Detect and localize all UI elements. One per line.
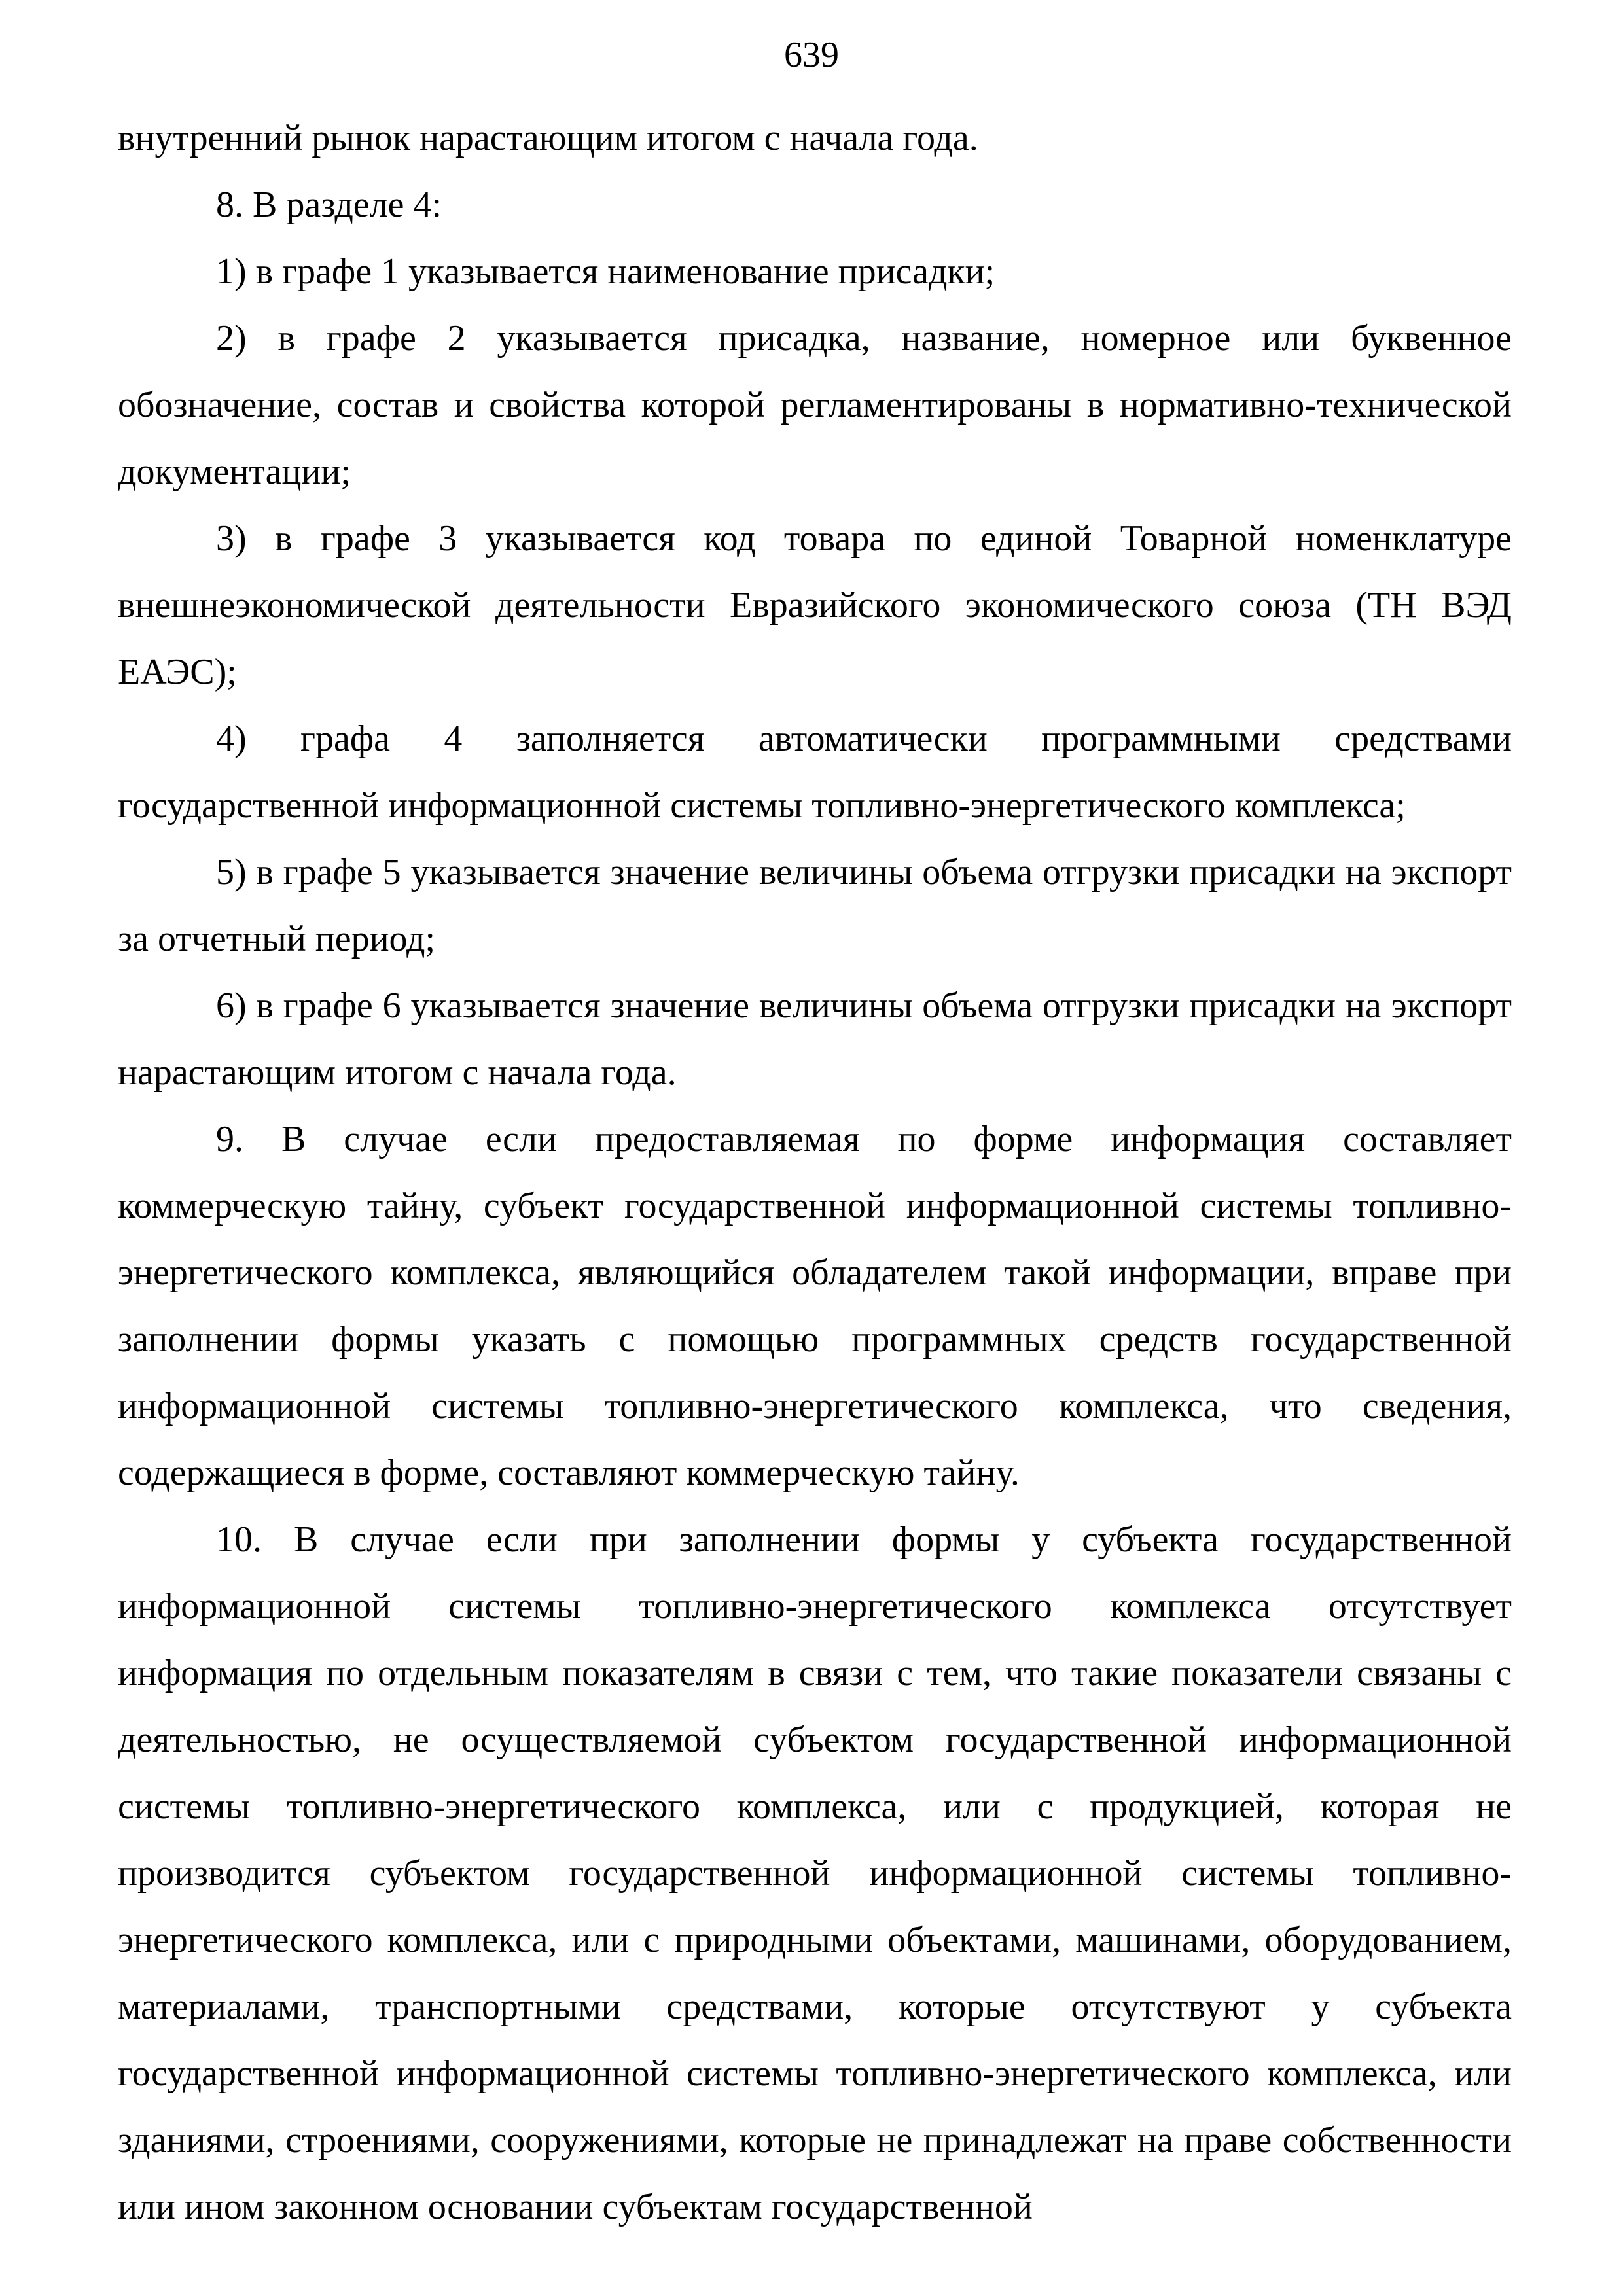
paragraph-item-3: 3) в графе 3 указывается код товара по единой Товарной номенклатуре внешнеэкономической деятельности Евразийского экономического союза (ТН ВЭД ЕАЭС);: [118, 518, 1512, 692]
paragraph-item-4: 4) графа 4 заполняется автоматически программными средствами государственной информационной системы топливно-энергетического комплекса;: [118, 718, 1512, 826]
paragraph-10: 10. В случае если при заполнении формы у субъекта государственной информационной системы топливно-энергетического комплекса отсутствует информация по отдельным показателям в связи с тем, что такие показатели связаны с деятельностью, не осуществляемой субъектом государственной информационной системы топливно-энергетического комплекса, или с продукцией, которая не производится субъектом государственной информационной системы топливно-энергетического комплекса, или с природными объектами, машинами, оборудованием, материалами, транспортными средствами, которые отсутствуют у субъекта государственной информационной системы топливно-энергетического комплекса, или зданиями, строениями, сооружениями, которые не принадлежат на праве собственности или ином законном основании субъектам государственной: [118, 1519, 1512, 2227]
paragraph-item-6: 6) в графе 6 указывается значение величины объема отгрузки присадки на экспорт нарастающим итогом с начала года.: [118, 985, 1512, 1093]
paragraph-item-1: 1) в графе 1 указывается наименование присадки;: [216, 251, 995, 292]
paragraph-9: 9. В случае если предоставляемая по форме информация составляет коммерческую тайну, субъект государственной информационной системы топливно-энергетического комплекса, являющийся обладателем такой информации, вправе при заполнении формы указать с помощью программных средств государственной информационной системы топливно-энергетического комплекса, что сведения, содержащиеся в форме, составляют коммерческую тайну.: [118, 1119, 1512, 1493]
paragraph-item-5: 5) в графе 5 указывается значение величины объема отгрузки присадки на экспорт за отчетный период;: [118, 852, 1512, 959]
document-body: [118, 105, 1512, 2240]
paragraph-continuation: внутренний рынок нарастающим итогом с начала года.: [118, 118, 978, 158]
paragraph-section-4-heading: 8. В разделе 4:: [216, 185, 442, 225]
paragraph-item-2: 2) в графе 2 указывается присадка, название, номерное или буквенное обозначение, состав и свойства которой регламентированы в нормативно-технической документации;: [118, 318, 1512, 492]
page-number: 639: [784, 35, 839, 75]
